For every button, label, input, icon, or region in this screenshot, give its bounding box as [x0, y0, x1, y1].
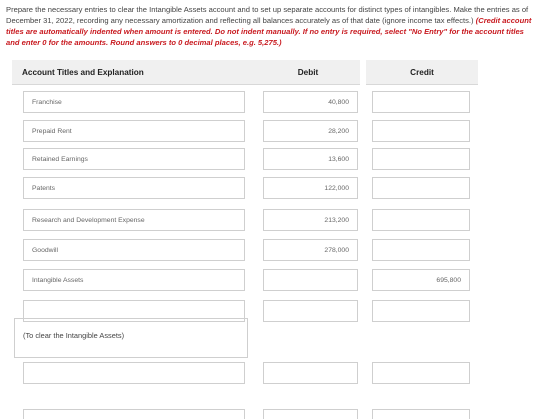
debit-input[interactable]: 213,200: [263, 209, 358, 231]
account-title-input[interactable]: Franchise: [23, 91, 245, 113]
credit-input[interactable]: [372, 177, 470, 199]
debit-input[interactable]: 122,000: [263, 177, 358, 199]
account-title-input[interactable]: Intangible Assets: [23, 269, 245, 291]
debit-input[interactable]: [263, 269, 358, 291]
debit-input[interactable]: [263, 362, 358, 384]
header-debit: Debit: [256, 60, 360, 85]
debit-input[interactable]: [263, 409, 358, 419]
credit-input[interactable]: [372, 120, 470, 142]
account-title-input[interactable]: Retained Earnings: [23, 148, 245, 170]
credit-input[interactable]: [372, 209, 470, 231]
account-title-input[interactable]: Prepaid Rent: [23, 120, 245, 142]
instructions: [6, 4, 536, 48]
header-account-titles: Account Titles and Explanation: [12, 60, 256, 85]
account-title-input[interactable]: Goodwill: [23, 239, 245, 261]
account-title-input[interactable]: [23, 409, 245, 419]
debit-input[interactable]: 278,000: [263, 239, 358, 261]
credit-input[interactable]: [372, 148, 470, 170]
debit-input[interactable]: 40,800: [263, 91, 358, 113]
credit-input[interactable]: [372, 91, 470, 113]
credit-input[interactable]: [372, 362, 470, 384]
entry-explanation: (To clear the Intangible Assets): [14, 318, 248, 358]
credit-input[interactable]: [372, 300, 470, 322]
instructions-note: (Credit account titles are automatically indented when amount is entered. Do not indent manually. If no entry is required, select "No Entry" for the account titles and enter 0 for the amounts. Round answers to 0 decimal places, e.g. 5,275.): [6, 16, 532, 47]
credit-input[interactable]: [372, 409, 470, 419]
debit-input[interactable]: 28,200: [263, 120, 358, 142]
account-title-input[interactable]: [23, 362, 245, 384]
account-title-input[interactable]: Research and Development Expense: [23, 209, 245, 231]
debit-input[interactable]: [263, 300, 358, 322]
credit-input[interactable]: [372, 239, 470, 261]
debit-input[interactable]: 13,600: [263, 148, 358, 170]
header-credit: Credit: [366, 60, 478, 85]
account-title-input[interactable]: Patents: [23, 177, 245, 199]
credit-input[interactable]: 695,800: [372, 269, 470, 291]
instructions-text: Prepare the necessary entries to clear the Intangible Assets account and to set up separate accounts for distinct types of intangibles. Make the entries as of December 31, 2022, recording any necessary amortization and reflecting all balances accurately as of that date (ignore income tax effects.): [6, 5, 529, 25]
